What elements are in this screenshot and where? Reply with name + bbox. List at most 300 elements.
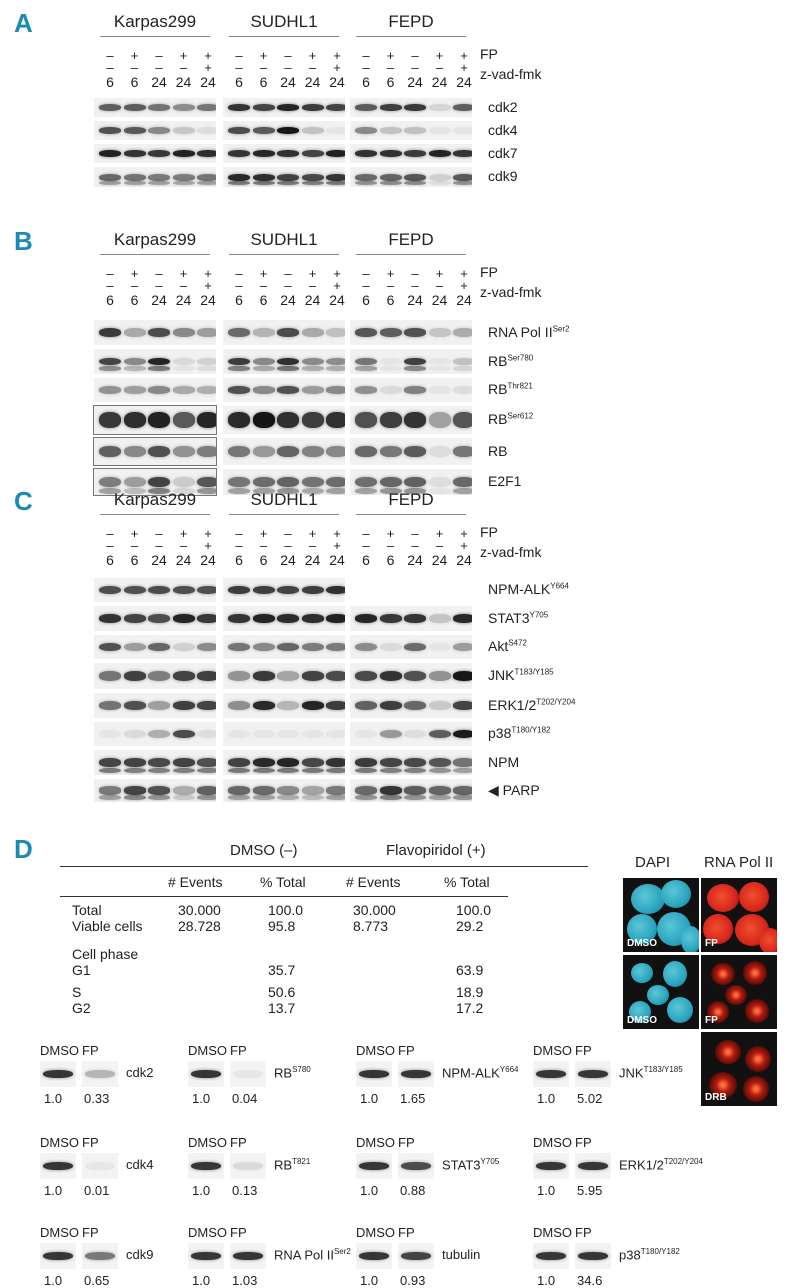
band bbox=[429, 758, 451, 767]
band bbox=[148, 758, 170, 767]
nucleus bbox=[743, 1076, 769, 1102]
nucleus bbox=[725, 985, 747, 1005]
band bbox=[253, 786, 275, 794]
time-label: 24 bbox=[407, 552, 423, 568]
label-text: ◀ PARP bbox=[488, 781, 540, 798]
time-label: 24 bbox=[456, 74, 472, 90]
zvad-sign: – bbox=[106, 278, 114, 293]
micrograph-label: DRB bbox=[705, 1092, 727, 1103]
band bbox=[253, 366, 275, 371]
quant-blot-fp bbox=[398, 1061, 434, 1087]
quant-value-dmso: 1.0 bbox=[537, 1183, 556, 1198]
band bbox=[404, 786, 426, 794]
quant-blot-fp bbox=[398, 1243, 434, 1269]
quant-value-dmso: 1.0 bbox=[192, 1273, 211, 1288]
band bbox=[228, 181, 250, 185]
blot-strip bbox=[350, 406, 472, 434]
band bbox=[429, 730, 451, 738]
band bbox=[228, 795, 250, 800]
quant-blot-fp bbox=[230, 1153, 266, 1179]
band bbox=[453, 795, 472, 800]
band bbox=[429, 643, 451, 651]
band bbox=[148, 366, 170, 371]
protein-label bbox=[488, 581, 569, 597]
label-superscript: Ser780 bbox=[507, 352, 534, 362]
label-text: RB bbox=[488, 381, 508, 397]
label-text: RNA Pol II bbox=[488, 323, 553, 340]
quant-dmso-header: DMSO bbox=[356, 1043, 395, 1058]
fp-sign: – bbox=[106, 48, 114, 63]
band bbox=[404, 150, 426, 157]
band bbox=[173, 104, 195, 111]
band bbox=[173, 446, 195, 457]
table-rule-top bbox=[60, 866, 588, 867]
zvad-sign: – bbox=[106, 538, 114, 553]
zvad-sign: + bbox=[460, 278, 468, 293]
label-text: NPM-ALK bbox=[442, 1065, 500, 1081]
cell-line-label: SUDHL1 bbox=[250, 490, 318, 509]
fp-sign: – bbox=[411, 526, 419, 541]
zvad-label: z-vad-fmk bbox=[480, 66, 542, 82]
micro-header-polII: RNA Pol II bbox=[704, 854, 774, 871]
fp-sign: – bbox=[235, 526, 243, 541]
band bbox=[99, 446, 121, 457]
band bbox=[99, 127, 121, 134]
band bbox=[277, 586, 299, 594]
zvad-sign: + bbox=[333, 278, 341, 293]
zvad-sign: – bbox=[179, 538, 188, 553]
band bbox=[124, 671, 146, 680]
time-label: 24 bbox=[304, 74, 321, 90]
label-superscript: Y664 bbox=[550, 581, 569, 591]
band bbox=[197, 786, 216, 794]
quant-protein-label bbox=[126, 1157, 153, 1172]
band bbox=[302, 127, 324, 134]
quant-dmso-header: DMSO bbox=[188, 1043, 227, 1058]
band bbox=[43, 1070, 73, 1078]
time-label: 24 bbox=[151, 552, 167, 568]
table-cell: 30.000 bbox=[353, 902, 396, 918]
band bbox=[148, 446, 170, 457]
band bbox=[253, 671, 275, 680]
band bbox=[326, 643, 345, 651]
cell-line-underline bbox=[356, 36, 466, 37]
fp-sign: – bbox=[284, 526, 292, 541]
band bbox=[355, 328, 377, 337]
band bbox=[173, 586, 195, 594]
zvad-sign: – bbox=[106, 60, 114, 75]
band bbox=[380, 758, 402, 767]
fp-sign: + bbox=[308, 266, 317, 281]
time-label: 6 bbox=[130, 292, 139, 308]
band bbox=[253, 477, 275, 487]
band bbox=[43, 1162, 73, 1170]
band bbox=[355, 127, 377, 134]
band bbox=[326, 586, 345, 594]
band bbox=[197, 366, 216, 371]
fp-sign: + bbox=[333, 526, 341, 541]
band bbox=[326, 328, 345, 337]
blot-strip bbox=[223, 144, 345, 163]
nucleus bbox=[745, 1046, 771, 1072]
blot-strip bbox=[94, 406, 216, 434]
label-text: JNK bbox=[619, 1065, 644, 1081]
label-text: Akt bbox=[488, 638, 509, 654]
band bbox=[355, 786, 377, 794]
cell-line-underline bbox=[229, 254, 339, 255]
band bbox=[401, 1162, 431, 1170]
band bbox=[429, 477, 451, 487]
protein-label bbox=[488, 610, 548, 626]
zvad-sign: – bbox=[235, 60, 243, 75]
band bbox=[536, 1252, 566, 1260]
zvad-sign: + bbox=[333, 538, 341, 553]
band bbox=[355, 386, 377, 393]
quant-protein-label bbox=[126, 1247, 153, 1262]
zvad-sign: – bbox=[411, 538, 419, 553]
nucleus bbox=[647, 985, 669, 1005]
band bbox=[99, 181, 121, 185]
band bbox=[453, 358, 472, 366]
table-cell: 100.0 bbox=[268, 902, 304, 918]
band bbox=[355, 412, 377, 427]
band bbox=[253, 358, 275, 366]
band bbox=[197, 104, 216, 111]
zvad-sign: – bbox=[259, 278, 268, 293]
band bbox=[302, 174, 324, 181]
blot-strip bbox=[223, 606, 345, 631]
band bbox=[404, 412, 426, 427]
fp-sign: – bbox=[155, 526, 163, 541]
band bbox=[302, 358, 324, 366]
quant-value-fp: 0.13 bbox=[232, 1183, 258, 1198]
band bbox=[253, 127, 275, 134]
quant-fp-header: FP bbox=[575, 1043, 592, 1058]
band bbox=[253, 446, 275, 457]
fp-sign: + bbox=[130, 526, 139, 541]
band bbox=[253, 386, 275, 393]
protein-label bbox=[488, 667, 554, 683]
blot-strip bbox=[223, 578, 345, 602]
zvad-sign: – bbox=[411, 278, 419, 293]
band bbox=[453, 758, 472, 767]
band bbox=[453, 150, 472, 157]
blot-strip bbox=[350, 167, 472, 187]
quant-blot-dmso bbox=[356, 1153, 392, 1179]
fp-sign: – bbox=[235, 266, 243, 281]
fp-sign: – bbox=[155, 48, 163, 63]
band bbox=[355, 446, 377, 457]
band bbox=[148, 614, 170, 623]
fp-sign: – bbox=[362, 526, 370, 541]
band bbox=[253, 328, 275, 337]
blot-strip bbox=[94, 378, 216, 402]
band bbox=[380, 181, 402, 185]
quant-blot-fp bbox=[230, 1243, 266, 1269]
blot-strip bbox=[350, 121, 472, 140]
band bbox=[404, 358, 426, 366]
band bbox=[380, 768, 402, 773]
cell-line-label: Karpas299 bbox=[113, 230, 197, 249]
quant-fp-header: FP bbox=[82, 1043, 99, 1058]
quant-blot-fp bbox=[82, 1243, 118, 1269]
band bbox=[228, 730, 250, 738]
cell-line-underline bbox=[100, 514, 210, 515]
band bbox=[326, 104, 345, 111]
protein-label bbox=[488, 754, 519, 770]
protein-label bbox=[488, 168, 518, 184]
band bbox=[99, 768, 121, 773]
label-superscript: T180/Y182 bbox=[640, 1247, 680, 1256]
panel-letter-d: D bbox=[14, 834, 33, 864]
fp-sign: + bbox=[386, 526, 395, 541]
band bbox=[404, 477, 426, 487]
label-superscript: Y705 bbox=[480, 1157, 500, 1166]
cell-line-underline bbox=[356, 254, 466, 255]
band bbox=[302, 446, 324, 457]
band bbox=[326, 614, 345, 623]
zvad-sign: – bbox=[308, 538, 317, 553]
nucleus bbox=[631, 884, 665, 914]
band bbox=[124, 104, 146, 111]
blot-strip bbox=[350, 98, 472, 117]
time-label: 24 bbox=[329, 552, 345, 568]
band bbox=[404, 127, 426, 134]
band bbox=[326, 127, 345, 134]
blot-strip bbox=[223, 349, 345, 374]
blot-strip bbox=[94, 167, 216, 187]
band bbox=[380, 701, 402, 710]
quant-protein-label bbox=[274, 1247, 351, 1262]
quant-dmso-header: DMSO bbox=[533, 1225, 572, 1240]
band bbox=[326, 446, 345, 457]
label-superscript: S780 bbox=[292, 1065, 311, 1074]
band bbox=[148, 795, 170, 800]
band bbox=[124, 730, 146, 738]
label-text: ERK1/2 bbox=[619, 1157, 664, 1173]
blot-strip bbox=[223, 663, 345, 689]
blot-strip bbox=[223, 406, 345, 434]
band bbox=[197, 174, 216, 181]
blot-strip bbox=[223, 722, 345, 746]
band bbox=[380, 328, 402, 337]
band bbox=[253, 795, 275, 800]
band bbox=[99, 386, 121, 393]
band bbox=[277, 366, 299, 371]
fp-sign: + bbox=[308, 48, 317, 63]
band bbox=[124, 181, 146, 185]
micrograph-tile bbox=[623, 955, 699, 1029]
band bbox=[277, 150, 299, 157]
band bbox=[355, 671, 377, 680]
band bbox=[228, 477, 250, 487]
cell-line-underline bbox=[229, 514, 339, 515]
band bbox=[355, 150, 377, 157]
band bbox=[85, 1252, 115, 1260]
quant-protein-label bbox=[274, 1065, 311, 1080]
band bbox=[148, 701, 170, 710]
band bbox=[453, 643, 472, 651]
band bbox=[302, 366, 324, 371]
band bbox=[404, 768, 426, 773]
band bbox=[359, 1252, 389, 1260]
band bbox=[197, 181, 216, 185]
band bbox=[173, 730, 195, 738]
label-text: STAT3 bbox=[488, 609, 530, 626]
band bbox=[228, 127, 250, 134]
band bbox=[173, 671, 195, 680]
band bbox=[404, 671, 426, 680]
micrograph-label: FP bbox=[705, 1015, 718, 1026]
band bbox=[124, 174, 146, 181]
fp-sign: + bbox=[204, 526, 212, 541]
band bbox=[253, 150, 275, 157]
cell-line-label: Karpas299 bbox=[113, 12, 197, 31]
band bbox=[277, 786, 299, 794]
label-superscript: Y664 bbox=[499, 1065, 519, 1074]
fp-label: FP bbox=[480, 524, 498, 540]
fp-sign: – bbox=[106, 266, 114, 281]
band bbox=[429, 446, 451, 457]
band bbox=[326, 768, 345, 773]
band bbox=[124, 586, 146, 594]
zvad-label: z-vad-fmk bbox=[480, 544, 542, 560]
fp-sign: – bbox=[362, 266, 370, 281]
band bbox=[99, 328, 121, 337]
blot-strip bbox=[350, 635, 472, 659]
cell-line-label: FEPD bbox=[388, 490, 434, 509]
band bbox=[536, 1162, 566, 1170]
protein-label bbox=[488, 122, 518, 138]
band bbox=[99, 671, 121, 680]
quant-fp-header: FP bbox=[82, 1135, 99, 1150]
zvad-sign: – bbox=[259, 60, 268, 75]
band bbox=[197, 127, 216, 134]
time-label: 24 bbox=[431, 552, 448, 568]
fp-sign: + bbox=[386, 266, 395, 281]
fp-sign: + bbox=[179, 526, 188, 541]
blot-strip bbox=[223, 693, 345, 718]
band bbox=[253, 614, 275, 623]
fp-sign: + bbox=[259, 48, 268, 63]
band bbox=[197, 150, 216, 157]
band bbox=[404, 758, 426, 767]
band bbox=[453, 127, 472, 134]
band bbox=[404, 701, 426, 710]
panel-letter-b: B bbox=[14, 226, 33, 256]
band bbox=[277, 174, 299, 181]
band bbox=[124, 358, 146, 366]
band bbox=[124, 446, 146, 457]
quant-protein-label bbox=[126, 1065, 153, 1080]
band bbox=[355, 730, 377, 738]
fp-sign: – bbox=[155, 266, 163, 281]
band bbox=[148, 768, 170, 773]
band bbox=[326, 758, 345, 767]
cell-line-underline bbox=[100, 36, 210, 37]
band bbox=[173, 758, 195, 767]
band bbox=[453, 104, 472, 111]
band bbox=[148, 328, 170, 337]
band bbox=[578, 1252, 608, 1260]
band bbox=[302, 758, 324, 767]
zvad-sign: – bbox=[362, 60, 370, 75]
band bbox=[99, 104, 121, 111]
band bbox=[453, 614, 472, 623]
zvad-sign: + bbox=[460, 538, 468, 553]
blot-strip bbox=[94, 693, 216, 718]
band bbox=[404, 730, 426, 738]
band bbox=[197, 586, 216, 594]
band bbox=[355, 181, 377, 185]
blot-strip bbox=[223, 438, 345, 465]
quant-value-fp: 1.03 bbox=[232, 1273, 258, 1288]
zvad-label: z-vad-fmk bbox=[480, 284, 542, 300]
blot-strip bbox=[223, 167, 345, 187]
band bbox=[429, 671, 451, 680]
quant-blot-dmso bbox=[40, 1153, 76, 1179]
protein-label bbox=[488, 324, 570, 340]
band bbox=[326, 366, 345, 371]
band bbox=[355, 358, 377, 366]
quant-blot-dmso bbox=[188, 1061, 224, 1087]
zvad-sign: – bbox=[284, 60, 292, 75]
band bbox=[302, 671, 324, 680]
band bbox=[380, 446, 402, 457]
band bbox=[99, 366, 121, 371]
band bbox=[277, 701, 299, 710]
band bbox=[148, 643, 170, 651]
zvad-sign: – bbox=[435, 538, 444, 553]
band bbox=[359, 1070, 389, 1078]
band bbox=[277, 104, 299, 111]
quant-dmso-header: DMSO bbox=[356, 1135, 395, 1150]
label-superscript: Ser2 bbox=[552, 323, 570, 333]
band bbox=[355, 643, 377, 651]
protein-label bbox=[488, 443, 507, 459]
band bbox=[429, 174, 451, 181]
zvad-sign: + bbox=[204, 278, 212, 293]
quant-protein-label bbox=[619, 1065, 683, 1080]
band bbox=[124, 614, 146, 623]
quant-value-fp: 5.02 bbox=[577, 1091, 603, 1106]
zvad-sign: – bbox=[411, 60, 419, 75]
band bbox=[173, 127, 195, 134]
time-label: 24 bbox=[329, 74, 345, 90]
band bbox=[355, 758, 377, 767]
quant-value-fp: 1.65 bbox=[400, 1091, 426, 1106]
quant-blot-fp bbox=[82, 1153, 118, 1179]
band bbox=[302, 104, 324, 111]
band bbox=[380, 127, 402, 134]
blot-strip bbox=[94, 606, 216, 631]
zvad-sign: – bbox=[179, 278, 188, 293]
band bbox=[302, 586, 324, 594]
band bbox=[173, 412, 195, 427]
band bbox=[302, 150, 324, 157]
band bbox=[228, 412, 250, 427]
zvad-sign: – bbox=[308, 278, 317, 293]
label-text: NPM-ALK bbox=[488, 581, 551, 597]
time-label: 24 bbox=[151, 74, 167, 90]
table-row-label: Total bbox=[72, 902, 102, 918]
band bbox=[355, 768, 377, 773]
band bbox=[453, 701, 472, 710]
band bbox=[228, 174, 250, 181]
table-row-label: G1 bbox=[72, 962, 91, 978]
band bbox=[173, 150, 195, 157]
label-text: cdk2 bbox=[126, 1065, 154, 1080]
